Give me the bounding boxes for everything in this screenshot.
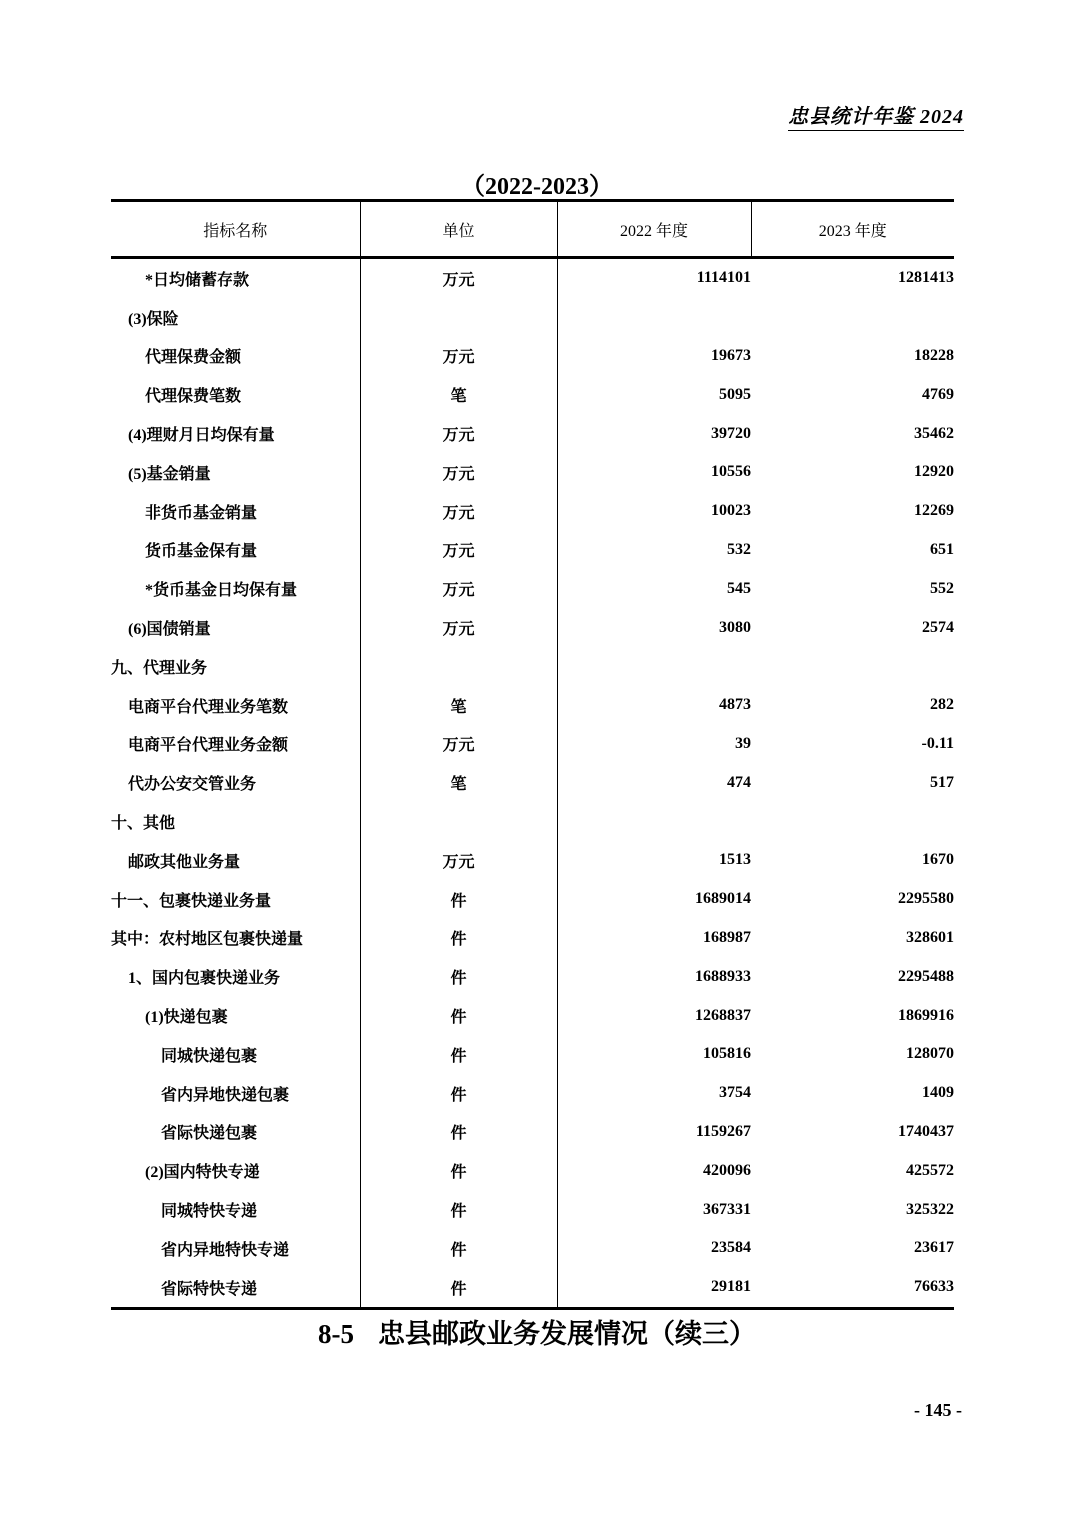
value-2022	[557, 647, 751, 686]
unit-cell	[360, 647, 557, 686]
value-2023: 4769	[922, 385, 954, 403]
value-2023: 128070	[906, 1045, 954, 1063]
indicator-name: 其中：农村地区包裹快递量	[111, 931, 304, 949]
value-2022: 168987	[557, 919, 751, 958]
value-2022: 367331	[557, 1190, 751, 1229]
value-2022: 3754	[557, 1074, 751, 1113]
value-2022: 1689014	[557, 880, 751, 919]
indicator-name: (5)基金销量	[128, 465, 211, 483]
table-row	[111, 1035, 954, 1074]
value-2023: 1409	[922, 1084, 954, 1102]
table-row	[111, 725, 954, 764]
table-row	[111, 258, 954, 298]
column-header-2022: 2022 年度	[557, 201, 751, 258]
table-row	[111, 957, 954, 996]
unit-cell: 万元	[360, 414, 557, 453]
indicator-name: 非货币基金销量	[145, 504, 258, 522]
value-2023: -0.11	[921, 734, 954, 752]
table-row	[111, 569, 954, 608]
table-header-row	[111, 201, 954, 258]
value-2023: 35462	[914, 424, 954, 442]
unit-cell: 万元	[360, 725, 557, 764]
value-2023: 552	[930, 579, 954, 597]
unit-cell: 笔	[360, 763, 557, 802]
indicator-name: 十、其他	[111, 815, 176, 833]
value-2023: 1869916	[898, 1006, 954, 1024]
value-2022: 39720	[557, 414, 751, 453]
statistics-table	[111, 199, 954, 1310]
value-2022: 105816	[557, 1035, 751, 1074]
table-title	[0, 1312, 1074, 1351]
indicator-name: 代理保费金额	[145, 349, 242, 367]
value-2023: 325322	[906, 1200, 954, 1218]
unit-cell: 件	[360, 1190, 557, 1229]
unit-cell: 件	[360, 1035, 557, 1074]
value-2022: 29181	[557, 1268, 751, 1308]
indicator-name: 省际快递包裹	[161, 1125, 258, 1143]
value-2022: 474	[557, 763, 751, 802]
unit-cell: 笔	[360, 686, 557, 725]
value-2022: 4873	[557, 686, 751, 725]
unit-cell: 万元	[360, 608, 557, 647]
value-2022: 23584	[557, 1229, 751, 1268]
value-2022	[557, 298, 751, 337]
unit-cell: 万元	[360, 492, 557, 531]
column-header-unit: 单位	[360, 201, 557, 258]
unit-cell: 万元	[360, 258, 557, 298]
table-row	[111, 880, 954, 919]
unit-cell: 件	[360, 919, 557, 958]
value-2022: 545	[557, 569, 751, 608]
indicator-name: (2)国内特快专递	[145, 1164, 260, 1182]
value-2022: 532	[557, 531, 751, 570]
table-row	[111, 1229, 954, 1268]
unit-cell: 万元	[360, 453, 557, 492]
unit-cell: 件	[360, 880, 557, 919]
unit-cell	[360, 298, 557, 337]
value-2023: 23617	[914, 1239, 954, 1257]
value-2023: 2574	[922, 618, 954, 636]
table-row	[111, 608, 954, 647]
table-row	[111, 647, 954, 686]
unit-cell: 件	[360, 1113, 557, 1152]
unit-cell: 笔	[360, 375, 557, 414]
indicator-name: (6)国债销量	[128, 621, 211, 639]
value-2023: 76633	[751, 1268, 954, 1308]
table-body	[111, 258, 954, 1309]
indicator-name: 1、国内包裹快递业务	[128, 970, 281, 988]
value-2022: 5095	[557, 375, 751, 414]
table-row	[111, 375, 954, 414]
value-2022: 1114101	[557, 258, 751, 298]
unit-cell: 件	[360, 1151, 557, 1190]
indicator-name: 省内异地快递包裹	[161, 1086, 290, 1104]
value-2023	[751, 802, 954, 841]
value-2022: 39	[557, 725, 751, 764]
indicator-name: 电商平台代理业务金额	[128, 737, 289, 755]
indicator-name: *日均储蓄存款	[145, 271, 250, 289]
unit-cell: 万元	[360, 337, 557, 376]
indicator-name: 邮政其他业务量	[128, 853, 241, 871]
table-row	[111, 1151, 954, 1190]
value-2023: 12920	[914, 463, 954, 481]
table-row	[111, 686, 954, 725]
value-2022: 3080	[557, 608, 751, 647]
table-row	[111, 802, 954, 841]
unit-cell: 件	[360, 1074, 557, 1113]
value-2023: 651	[930, 540, 954, 558]
indicator-name: 代理保费笔数	[145, 388, 242, 406]
table-row	[111, 1074, 954, 1113]
value-2022: 1513	[557, 841, 751, 880]
indicator-name: 九、代理业务	[111, 659, 208, 677]
value-2022: 1688933	[557, 957, 751, 996]
value-2022: 10023	[557, 492, 751, 531]
column-header-2023: 2023 年度	[751, 201, 954, 258]
unit-cell: 件	[360, 1268, 557, 1308]
unit-cell: 万元	[360, 569, 557, 608]
value-2022: 1159267	[557, 1113, 751, 1152]
table-row	[111, 1190, 954, 1229]
value-2023: 18228	[914, 346, 954, 364]
table-title-text: 忠县邮政业务发展情况（续三）	[378, 1319, 756, 1349]
table-row	[111, 453, 954, 492]
unit-cell: 件	[360, 996, 557, 1035]
value-2022: 420096	[557, 1151, 751, 1190]
table-number: 8-5	[318, 1319, 354, 1349]
table-row	[111, 841, 954, 880]
value-2023: 328601	[906, 928, 954, 946]
indicator-name: (1)快递包裹	[145, 1009, 228, 1027]
value-2023: 1670	[922, 851, 954, 869]
unit-cell: 万元	[360, 841, 557, 880]
value-2023: 2295580	[898, 890, 954, 908]
value-2023	[751, 647, 954, 686]
value-2023: 1740437	[898, 1122, 954, 1140]
value-2023: 12269	[914, 502, 954, 520]
table-row	[111, 1268, 954, 1308]
table-row	[111, 492, 954, 531]
indicator-name: (3)保险	[128, 310, 179, 328]
column-header-indicator: 指标名称	[111, 201, 360, 258]
unit-cell: 件	[360, 957, 557, 996]
indicator-name: 代办公安交管业务	[128, 776, 257, 794]
table-row	[111, 414, 954, 453]
value-2022: 1268837	[557, 996, 751, 1035]
table-row	[111, 531, 954, 570]
indicator-name: 同城快递包裹	[161, 1047, 258, 1065]
indicator-name: 省际特快专递	[111, 1268, 360, 1308]
value-2023: 2295488	[898, 967, 954, 985]
value-2022	[557, 802, 751, 841]
value-2022: 10556	[557, 453, 751, 492]
unit-cell: 万元	[360, 531, 557, 570]
table-row	[111, 919, 954, 958]
table-row	[111, 1113, 954, 1152]
indicator-name: (4)理财月日均保有量	[128, 427, 275, 445]
value-2023: 282	[930, 696, 954, 714]
indicator-name: *货币基金日均保有量	[145, 582, 298, 600]
indicator-name: 省内异地特快专递	[161, 1241, 290, 1259]
indicator-name: 同城特快专递	[161, 1203, 258, 1221]
table-row	[111, 996, 954, 1035]
table-row	[111, 337, 954, 376]
table-row	[111, 763, 954, 802]
indicator-name: 货币基金保有量	[145, 543, 258, 561]
value-2023: 1281413	[898, 269, 954, 287]
table-row	[111, 298, 954, 337]
value-2023	[751, 298, 954, 337]
year-range: （2022-2023）	[461, 174, 613, 200]
indicator-name: 十一、包裹快递业务量	[111, 892, 272, 910]
book-title: 忠县统计年鉴 2024	[788, 100, 964, 131]
indicator-name: 电商平台代理业务笔数	[128, 698, 289, 716]
page-number: - 145 -	[914, 1400, 962, 1420]
value-2022: 19673	[557, 337, 751, 376]
value-2023: 517	[930, 773, 954, 791]
unit-cell: 件	[360, 1229, 557, 1268]
unit-cell	[360, 802, 557, 841]
value-2023: 425572	[906, 1161, 954, 1179]
